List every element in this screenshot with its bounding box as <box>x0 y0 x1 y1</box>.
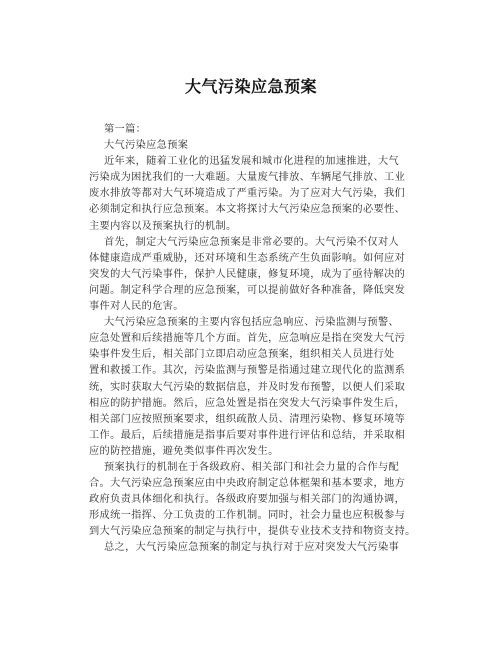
text-line: 体健康造成严重威胁，还对环境和生态系统产生负面影响。如何应对 <box>89 252 406 264</box>
text-line: 近年来，随着工业化的迅猛发展和城市化进程的加速推进，大气 <box>104 156 400 168</box>
text-line: 问题。制定科学合理的应急预案，可以提前做好各种准备，降低突发 <box>89 284 406 296</box>
text-line: 大气污染应急预案 <box>104 140 189 152</box>
text-line: 废水排放等都对大气环境造成了严重污染。为了应对大气污染，我们 <box>89 188 406 200</box>
text-line: 第一篇： <box>104 124 147 135</box>
text-line: 首先，制定大气污染应急预案是非常必要的。大气污染不仅对人 <box>104 236 400 248</box>
text-line: 相关部门应按照预案要求，组织疏散人员、清理污染物、修复环境等 <box>89 413 406 425</box>
text-line: 大气污染应急预案的主要内容包括应急响应、污染监测与预警、 <box>104 317 400 329</box>
document-title: 大气污染应急预案 <box>184 77 317 96</box>
text-line: 预案执行的机制在于各级政府、相关部门和社会力量的合作与配 <box>104 461 400 473</box>
text-line: 到大气污染应急预案的制定与执行中，提供专业技术支持和物资支持。 <box>89 526 416 538</box>
text-line: 应急处置和后续措施等几个方面。首先，应急响应是指在突发大气污 <box>89 333 406 345</box>
text-line: 置和救援工作。其次，污染监测与预警是指通过建立现代化的监测系 <box>89 365 406 377</box>
text-line: 相应的防护措施。然后，应急处置是指在突发大气污染事件发生后， <box>89 397 406 409</box>
text-line: 染事件发生后，相关部门立即启动应急预案，组织相关人员进行处 <box>89 349 395 361</box>
text-line: 统，实时获取大气污染的数据信息，并及时发布预警，以便人们采取 <box>89 381 406 393</box>
text-line: 政府负责具体细化和执行。各级政府要加强与相关部门的沟通协调， <box>89 494 406 506</box>
text-line: 形成统一指挥、分工负责的工作机制。同时，社会力量也应积极参与 <box>89 510 406 522</box>
document-body <box>89 122 429 557</box>
text-line: 应的防控措施，避免类似事件再次发生。 <box>89 445 279 457</box>
text-line: 合。大气污染应急预案应由中央政府制定总体框架和基本要求，地方 <box>89 478 406 490</box>
text-line: 突发的大气污染事件，保护人民健康，修复环境，成为了亟待解决的 <box>89 268 406 280</box>
text-line: 主要内容以及预案执行的机制。 <box>89 220 237 232</box>
text-line: 污染成为困扰我们的一大难题。大量废气排放、车辆尾气排放、工业 <box>89 172 406 184</box>
text-line: 事件对人民的危害。 <box>89 301 184 313</box>
text-line: 总之，大气污染应急预案的制定与执行对于应对突发大气污染事 <box>104 542 400 554</box>
text-line: 必须制定和执行应急预案。本文将探讨大气污染应急预案的必要性、 <box>89 204 406 216</box>
text-line: 工作。最后，后续措施是指事后要对事件进行评估和总结，并采取相 <box>89 429 406 441</box>
